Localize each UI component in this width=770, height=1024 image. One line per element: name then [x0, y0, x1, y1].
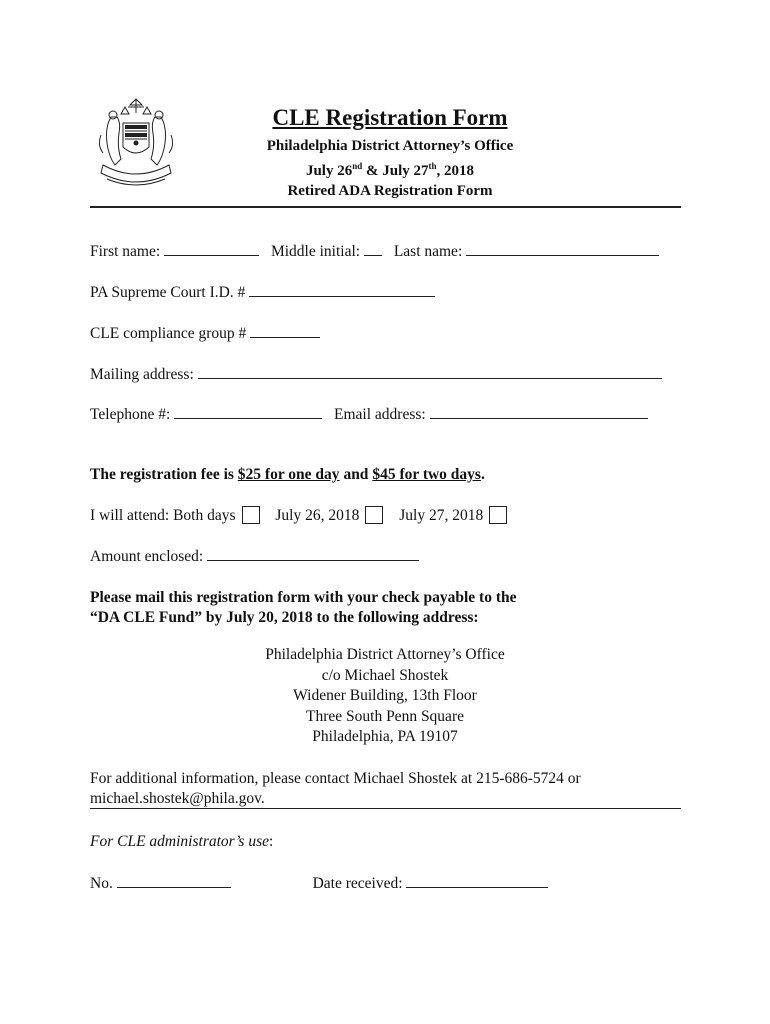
amount-enclosed-field[interactable] — [207, 546, 419, 561]
philadelphia-seal-logo — [95, 95, 177, 189]
compliance-group-field[interactable] — [250, 323, 320, 338]
middle-initial-label: Middle initial: — [270, 243, 361, 260]
amount-enclosed-row — [90, 546, 419, 567]
admin-use-heading: For CLE administrator’s use: — [90, 833, 274, 850]
contact-email-link[interactable]: michael.shostek@phila.gov. — [90, 790, 265, 807]
july-26-label: July 26, 2018 — [275, 507, 360, 524]
contact-info-line-1: For additional information, please contact Michael Shostek at 215-686-5724 or — [90, 770, 581, 787]
address-line: c/o Michael Shostek — [321, 666, 449, 684]
registration-fee-text: The registration fee is $25 for one day and $45 for two days. — [90, 466, 485, 483]
july-27-label: July 27, 2018 — [399, 507, 484, 524]
supreme-court-id-label: PA Supreme Court I.D. # — [90, 284, 246, 301]
middle-initial-field[interactable] — [364, 241, 382, 256]
form-subtitle: Retired ADA Registration Form — [287, 183, 493, 199]
last-name-field[interactable] — [466, 241, 659, 256]
date-received-field[interactable] — [406, 873, 548, 888]
july-26-checkbox[interactable] — [365, 506, 383, 524]
july-27-checkbox[interactable] — [489, 506, 507, 524]
attendance-row — [90, 506, 519, 526]
telephone-label: Telephone #: — [90, 406, 171, 423]
admin-number-field[interactable] — [117, 873, 231, 888]
date-received-label: Date received: — [312, 875, 403, 892]
both-days-checkbox[interactable] — [242, 506, 260, 524]
supreme-court-id-field[interactable] — [249, 282, 435, 297]
name-row — [90, 241, 659, 262]
compliance-group-row — [90, 323, 320, 344]
amount-enclosed-label: Amount enclosed: — [90, 548, 204, 565]
form-header — [180, 104, 600, 201]
admin-number-label: No. — [90, 875, 113, 892]
email-label: Email address: — [334, 406, 426, 423]
address-line: Philadelphia District Attorney’s Office — [265, 646, 505, 663]
mail-instructions-line-2: “DA CLE Fund” by July 20, 2018 to the following address: — [90, 609, 479, 626]
mailing-address-row — [90, 364, 662, 385]
email-field[interactable] — [430, 404, 648, 419]
attendance-label: I will attend: Both days — [90, 507, 236, 524]
address-line: Widener Building, 13th Floor — [293, 687, 477, 704]
footer-divider — [90, 808, 681, 809]
mailing-address-field[interactable] — [198, 364, 662, 379]
supreme-court-id-row — [90, 282, 435, 303]
telephone-field[interactable] — [174, 404, 322, 419]
mailing-address-label: Mailing address: — [90, 366, 194, 383]
last-name-label: Last name: — [393, 243, 463, 260]
mail-instructions-line-1: Please mail this registration form with your check payable to the — [90, 589, 517, 606]
address-line: Three South Penn Square — [306, 707, 464, 725]
form-title: CLE Registration Form — [272, 105, 508, 130]
address-line: Philadelphia, PA 19107 — [312, 728, 458, 745]
first-name-field[interactable] — [164, 241, 259, 256]
office-name: Philadelphia District Attorney’s Office — [266, 138, 514, 154]
mailing-address-block — [180, 645, 590, 748]
event-dates: July 26nd & July 27th, 2018 — [305, 161, 475, 179]
compliance-group-label: CLE compliance group # — [90, 325, 247, 342]
first-name-label: First name: — [90, 243, 161, 260]
header-divider — [90, 206, 681, 208]
contact-row — [90, 404, 648, 425]
admin-row — [90, 873, 548, 894]
